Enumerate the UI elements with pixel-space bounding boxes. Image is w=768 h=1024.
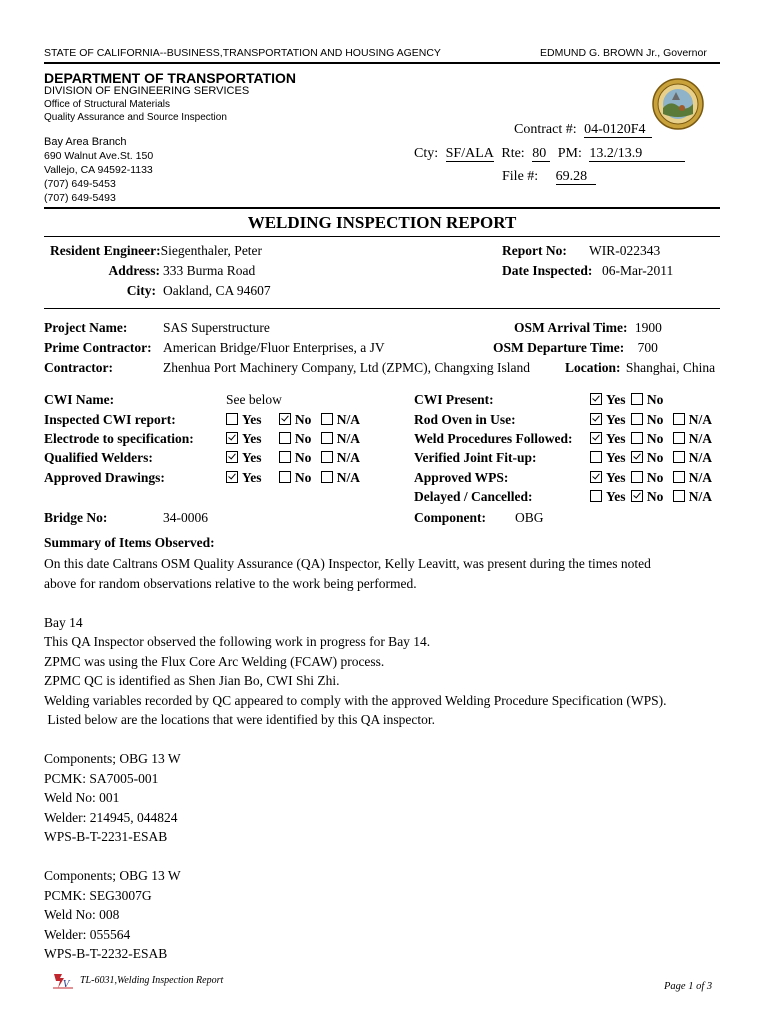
- report-no-label: Report No:: [502, 243, 567, 258]
- yes-label: Yes: [606, 392, 626, 407]
- location-row: [565, 360, 715, 376]
- cwi-present-no-checkbox[interactable]: [631, 393, 643, 405]
- resident-engineer-label: Resident Engineer:: [50, 243, 161, 258]
- qualified-yes-checkbox[interactable]: [226, 451, 238, 463]
- summary-body: [44, 554, 724, 964]
- weld-procedures-label: Weld Procedures Followed:: [414, 431, 573, 446]
- inspected-na-checkbox[interactable]: [321, 413, 333, 425]
- cwi-present-label: CWI Present:: [414, 392, 494, 407]
- qualified-welders-label: Qualified Welders:: [44, 450, 153, 465]
- no-label: No: [646, 450, 664, 465]
- yes-label: Yes: [606, 431, 626, 446]
- address-label: Address:: [108, 263, 160, 278]
- branch-name: Bay Area Branch: [44, 136, 127, 148]
- yes-label: Yes: [606, 412, 626, 427]
- yes-label: Yes: [242, 431, 262, 446]
- fitup-no-checkbox[interactable]: [631, 451, 643, 463]
- summary-line: Listed below are the locations that were identified by this QA inspector.: [44, 712, 436, 727]
- bridge-no-label: Bridge No:: [44, 510, 108, 525]
- electrode-options: [226, 431, 366, 447]
- inspected-cwi-report-options: [226, 412, 366, 428]
- cty-label: Cty:: [414, 146, 439, 161]
- inspected-cwi-report-label: Inspected CWI report:: [44, 412, 176, 427]
- na-label: N/A: [336, 470, 360, 485]
- yes-label: Yes: [242, 450, 262, 465]
- summary-heading: Summary of Items Observed:: [44, 535, 215, 550]
- na-label: N/A: [688, 470, 712, 485]
- no-label: No: [646, 412, 664, 427]
- delayed-yes-checkbox[interactable]: [590, 490, 602, 502]
- report-title: WELDING INSPECTION REPORT: [247, 213, 517, 232]
- summary-line: Welder: 055564: [44, 926, 131, 942]
- no-label: No: [646, 470, 664, 485]
- bridge-no-value: 34-0006: [163, 510, 208, 525]
- weld-proc-yes-checkbox[interactable]: [590, 432, 602, 444]
- summary-line: above for random observations relative to the work being performed.: [44, 575, 417, 591]
- city-value: Oakland, CA 94607: [163, 283, 271, 298]
- pm-label: PM:: [557, 146, 582, 161]
- na-label: N/A: [336, 450, 360, 465]
- delayed-no-checkbox[interactable]: [631, 490, 643, 502]
- drawings-na-checkbox[interactable]: [321, 471, 333, 483]
- project-name-value: SAS Superstructure: [163, 320, 270, 335]
- delayed-na-checkbox[interactable]: [673, 490, 685, 502]
- wps-na-checkbox[interactable]: [673, 471, 685, 483]
- no-label: No: [646, 489, 664, 504]
- top-rule: [44, 62, 720, 64]
- resident-engineer-row: [50, 243, 262, 259]
- agency-line: STATE OF CALIFORNIA--BUSINESS,TRANSPORTATION AND HOUSING AGENCY: [44, 47, 441, 59]
- weld-proc-na-checkbox[interactable]: [673, 432, 685, 444]
- contract-row: [514, 122, 652, 138]
- na-label: N/A: [688, 412, 712, 427]
- yes-label: Yes: [606, 470, 626, 485]
- na-label: N/A: [688, 489, 712, 504]
- na-label: N/A: [336, 431, 360, 446]
- no-label: No: [294, 431, 312, 446]
- project-name-label: Project Name:: [44, 320, 128, 335]
- osm-arrival-value: 1900: [634, 320, 662, 335]
- branch-address-1: 690 Walnut Ave.St. 150: [44, 150, 154, 162]
- contract-label: Contract #:: [514, 122, 577, 137]
- no-label: No: [646, 431, 664, 446]
- na-label: N/A: [336, 412, 360, 427]
- approved-wps-label: Approved WPS:: [414, 470, 509, 485]
- verified-fitup-label: Verified Joint Fit-up:: [414, 450, 537, 465]
- summary-line: WPS-B-T-2232-ESAB: [44, 946, 168, 961]
- yes-label: Yes: [606, 489, 626, 504]
- osm-departure-row: [493, 340, 658, 356]
- prime-contractor-label: Prime Contractor:: [44, 340, 152, 355]
- osm-departure-value: 700: [637, 340, 658, 355]
- contract-value: 04-0120F4: [584, 123, 652, 138]
- cwi-name-label: CWI Name:: [44, 392, 115, 407]
- rod-oven-options: [590, 412, 718, 428]
- summary-line: WPS-B-T-2231-ESAB: [44, 829, 168, 844]
- fitup-yes-checkbox[interactable]: [590, 451, 602, 463]
- no-label: No: [294, 450, 312, 465]
- rte-value: 80: [532, 147, 550, 162]
- wps-yes-checkbox[interactable]: [590, 471, 602, 483]
- osm-arrival-label: OSM Arrival Time:: [514, 320, 628, 335]
- summary-line: This QA Inspector observed the following work in progress for Bay 14.: [44, 634, 431, 649]
- cwi-present-yes-checkbox[interactable]: [590, 393, 602, 405]
- report-no-value: WIR-022343: [589, 243, 661, 258]
- osm-departure-label: OSM Departure Time:: [493, 340, 625, 355]
- department-title: DEPARTMENT OF TRANSPORTATION: [44, 70, 296, 86]
- title-rule-top: [44, 207, 720, 209]
- summary-line: PCMK: SEG3007G: [44, 887, 152, 903]
- no-label: No: [294, 470, 312, 485]
- drawings-yes-checkbox[interactable]: [226, 471, 238, 483]
- division-line: DIVISION OF ENGINEERING SERVICES: [44, 85, 250, 97]
- prime-contractor-value: American Bridge/Fluor Enterprises, a JV: [163, 340, 385, 355]
- weld-proc-no-checkbox[interactable]: [631, 432, 643, 444]
- governor-line: EDMUND G. BROWN Jr., Governor: [540, 47, 707, 59]
- yes-label: Yes: [242, 412, 262, 427]
- summary-line: PCMK: SA7005-001: [44, 770, 159, 786]
- electrode-yes-checkbox[interactable]: [226, 432, 238, 444]
- delayed-cancelled-label: Delayed / Cancelled:: [414, 489, 533, 504]
- na-label: N/A: [688, 431, 712, 446]
- title-rule-bottom: [44, 236, 720, 237]
- city-label: City:: [126, 283, 156, 298]
- yes-label: Yes: [242, 470, 262, 485]
- approved-wps-options: [590, 470, 718, 486]
- fitup-na-checkbox[interactable]: [673, 451, 685, 463]
- location-value: Shanghai, China: [625, 360, 716, 375]
- cty-row: [414, 146, 685, 162]
- summary-line: Bay 14: [44, 614, 83, 630]
- footer-form-name: TL-6031,Welding Inspection Report: [80, 975, 224, 986]
- drawings-no-checkbox[interactable]: [279, 471, 291, 483]
- office-line-1: Office of Structural Materials: [44, 99, 170, 110]
- qualified-welders-options: [226, 450, 366, 466]
- summary-line: Weld No: 008: [44, 907, 120, 922]
- rod-oven-yes-checkbox[interactable]: [590, 413, 602, 425]
- summary-line: ZPMC was using the Flux Core Arc Welding (FCAW) process.: [44, 653, 385, 669]
- contractor-label: Contractor:: [44, 360, 113, 375]
- section-rule: [44, 308, 720, 309]
- approved-drawings-label: Approved Drawings:: [44, 470, 165, 485]
- osm-arrival-row: [514, 320, 662, 336]
- file-label: File #:: [502, 169, 539, 184]
- contractor-value: Zhenhua Port Machinery Company, Ltd (ZPMC), Changxing Island: [163, 360, 530, 375]
- summary-line: On this date Caltrans OSM Quality Assurance (QA) Inspector, Kelly Leavitt, was present during the times noted: [44, 556, 651, 571]
- rte-label: Rte:: [501, 146, 525, 161]
- summary-line: [44, 730, 724, 750]
- file-value: 69.28: [556, 170, 596, 185]
- summary-line: ZPMC QC is identified as Shen Jian Bo, CWI Shi Zhi.: [44, 673, 340, 688]
- summary-line: Welding variables recorded by QC appeared to comply with the approved Welding Procedure Specification (WPS).: [44, 692, 667, 708]
- cwi-name-value: See below: [226, 392, 282, 407]
- electrode-na-checkbox[interactable]: [321, 432, 333, 444]
- summary-line: [44, 847, 724, 867]
- summary-line: [44, 593, 724, 613]
- no-label: No: [294, 412, 312, 427]
- rod-oven-no-checkbox[interactable]: [631, 413, 643, 425]
- rod-oven-label: Rod Oven in Use:: [414, 412, 516, 427]
- electrode-no-checkbox[interactable]: [279, 432, 291, 444]
- file-row: [502, 169, 596, 185]
- delayed-cancelled-options: [590, 489, 718, 505]
- qualified-na-checkbox[interactable]: [321, 451, 333, 463]
- approved-drawings-options: [226, 470, 366, 486]
- state-seal-image: [652, 78, 704, 130]
- date-inspected-label: Date Inspected:: [502, 263, 593, 278]
- svg-text:V: V: [63, 980, 70, 990]
- wps-no-checkbox[interactable]: [631, 471, 643, 483]
- component-label: Component:: [414, 510, 487, 525]
- qualified-no-checkbox[interactable]: [279, 451, 291, 463]
- branch-phone-2: (707) 649-5493: [44, 192, 116, 204]
- yes-label: Yes: [606, 450, 626, 465]
- address-row: [50, 263, 160, 279]
- branch-phone-1: (707) 649-5453: [44, 178, 116, 190]
- branch-address-2: Vallejo, CA 94592-1133: [44, 164, 153, 176]
- summary-line: Components; OBG 13 W: [44, 751, 181, 766]
- summary-line: Components; OBG 13 W: [44, 868, 181, 883]
- rod-oven-na-checkbox[interactable]: [673, 413, 685, 425]
- summary-line: Welder: 214945, 044824: [44, 809, 178, 825]
- pm-value: 13.2/13.9: [589, 147, 685, 162]
- no-label: No: [646, 392, 664, 407]
- inspected-no-checkbox[interactable]: [279, 413, 291, 425]
- verified-fitup-options: [590, 450, 718, 466]
- caltrans-logo-icon: [52, 972, 74, 990]
- footer-page-number: Page 1 of 3: [664, 981, 713, 992]
- address-value: 333 Burma Road: [163, 263, 256, 278]
- summary-line: Weld No: 001: [44, 790, 120, 805]
- office-line-2: Quality Assurance and Source Inspection: [44, 112, 227, 123]
- component-value: OBG: [515, 510, 544, 525]
- city-row: [50, 283, 156, 299]
- resident-engineer-value: Siegenthaler, Peter: [160, 243, 263, 258]
- cwi-present-options: [590, 392, 669, 408]
- electrode-label: Electrode to specification:: [44, 431, 194, 446]
- inspected-yes-checkbox[interactable]: [226, 413, 238, 425]
- location-label: Location:: [565, 360, 621, 375]
- date-inspected-value: 06-Mar-2011: [602, 263, 674, 278]
- cty-value: SF/ALA: [445, 146, 494, 161]
- na-label: N/A: [688, 450, 712, 465]
- weld-procedures-options: [590, 431, 718, 447]
